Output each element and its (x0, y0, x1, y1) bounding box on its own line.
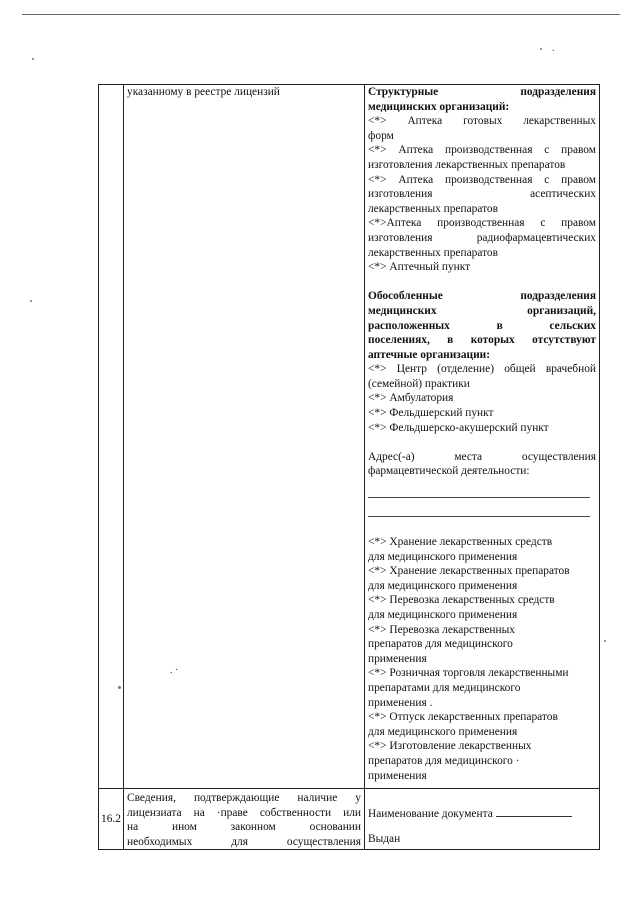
separate-units-heading (368, 289, 596, 362)
separate-heading-line: Обособленные подразделения (368, 290, 596, 303)
struct-option[interactable] (368, 114, 596, 143)
separate-heading-line: медицинских организаций, (368, 304, 596, 317)
struct-option-text: изготовления радиофармацевтических (368, 231, 596, 244)
struct-option-text: лекарственных препаратов (368, 202, 498, 215)
activity-option[interactable] (368, 710, 596, 739)
stray-mark: . · (170, 665, 179, 676)
separate-option[interactable] (368, 421, 596, 436)
table-row-16-2 (99, 789, 600, 850)
separate-units-list (368, 362, 596, 435)
struct-option[interactable] (368, 143, 596, 172)
struct-option-text: <*> Аптека производственная с правом (368, 173, 596, 186)
left-text-cell (124, 85, 365, 789)
activity-option[interactable] (368, 535, 596, 564)
separate-heading-line: аптечные организации: (368, 348, 491, 361)
left-text-cell (124, 789, 365, 850)
options-cell (365, 85, 600, 789)
activity-option-text: <*> Хранение лекарственных препаратов (368, 565, 570, 578)
separate-option-text: <*> Фельдшерско-акушерский пункт (368, 421, 549, 434)
activity-option-text: <*> Розничная торговля лекарственными (368, 667, 569, 680)
document-cell (365, 789, 600, 850)
issued-label: Выдан (368, 832, 401, 845)
activity-option-text: <*> Перевозка лекарственных (368, 623, 515, 636)
address-line-1[interactable] (368, 479, 590, 498)
address-label (368, 450, 596, 479)
separate-option-text: <*> Амбулатория (368, 392, 454, 405)
struct-option-text: лекарственных препаратов (368, 246, 498, 259)
address-line-2[interactable] (368, 498, 590, 517)
evidence-line: на ином законном основании (127, 821, 361, 834)
activity-option-text: <*> Перевозка лекарственных средств (368, 594, 555, 607)
activity-option[interactable] (368, 593, 596, 622)
separate-option-text: (семейной) практики (368, 377, 470, 390)
activity-option-text: препаратами для медицинского (368, 681, 521, 694)
speck (32, 58, 34, 60)
activity-option-text: препаратов для медицинского (368, 638, 513, 651)
struct-units-list (368, 114, 596, 275)
struct-option-text: <*> Аптека производственная с правом (368, 144, 596, 157)
activity-list (368, 535, 596, 783)
activity-option-text: для медицинского применения (368, 609, 518, 621)
row-number-cell (99, 85, 124, 789)
activity-option-text: для медицинского применения (368, 550, 518, 563)
struct-units-heading (368, 85, 596, 114)
registry-note: указанному в реестре лицензий (127, 86, 280, 98)
document-name-blank (496, 806, 572, 817)
struct-option-text: форм (368, 129, 394, 142)
separate-heading-line: поселениях, в которых отсутствуют (368, 334, 596, 347)
evidence-text (127, 791, 361, 849)
row-number-cell: 16.2 (99, 789, 124, 850)
activity-option-text: применения (368, 769, 427, 782)
activity-option[interactable] (368, 564, 596, 593)
evidence-line: Сведения, подтверждающие наличие у (127, 792, 361, 804)
struct-option-text: изготовления лекарственных препаратов (368, 158, 566, 171)
struct-heading-line: Структурные подразделения (368, 86, 596, 98)
activity-option-text: <*> Изготовление лекарственных (368, 740, 532, 753)
activity-option-text: <*> Отпуск лекарственных препаратов (368, 711, 558, 724)
activity-option-text: <*> Хранение лекарственных средств (368, 536, 553, 549)
struct-option[interactable] (368, 216, 596, 260)
struct-option-text: изготовления асептических (368, 188, 596, 201)
activity-option-text: применения (368, 652, 427, 665)
document-name-label: Наименование документа (368, 808, 493, 820)
evidence-line: необходимых для осуществления (127, 835, 361, 848)
activity-option-text: применения . (368, 696, 433, 709)
header-rule (22, 14, 620, 15)
address-label-line: фармацевтической деятельности: (368, 465, 530, 478)
separate-option-text: <*> Центр (отделение) общей врачебной (368, 363, 596, 376)
document-name-field[interactable] (368, 806, 596, 822)
struct-option[interactable] (368, 173, 596, 217)
activity-option-text: для медицинского применения (368, 725, 518, 738)
separate-option[interactable] (368, 362, 596, 391)
activity-option[interactable] (368, 666, 596, 710)
activity-option-text: для медицинского применения (368, 579, 518, 592)
stray-mark: . (552, 43, 555, 54)
license-form-table (98, 84, 600, 850)
speck (604, 640, 606, 642)
separate-heading-line: расположенных в сельских (368, 319, 596, 332)
activity-option[interactable] (368, 739, 596, 783)
address-label-line: Адрес(-а) места осуществления (368, 450, 596, 463)
struct-option-text: <*>Аптека производственная с правом (368, 217, 596, 230)
activity-option[interactable] (368, 623, 596, 667)
evidence-line: лицензиата на ·праве собственности или (127, 806, 361, 819)
separate-option[interactable] (368, 391, 596, 406)
struct-option[interactable] (368, 260, 596, 275)
separate-option-text: <*> Фельдшерский пункт (368, 407, 494, 420)
speck (540, 48, 542, 50)
struct-option-text: <*> Аптечный пункт (368, 261, 471, 274)
speck (30, 300, 32, 302)
struct-heading-line: медицинских организаций: (368, 100, 510, 113)
struct-option-text: <*> Аптека готовых лекарственных (368, 115, 596, 128)
activity-option-text: препаратов для медицинского · (368, 754, 520, 767)
table-row-continuation (99, 85, 600, 789)
separate-option[interactable] (368, 406, 596, 421)
